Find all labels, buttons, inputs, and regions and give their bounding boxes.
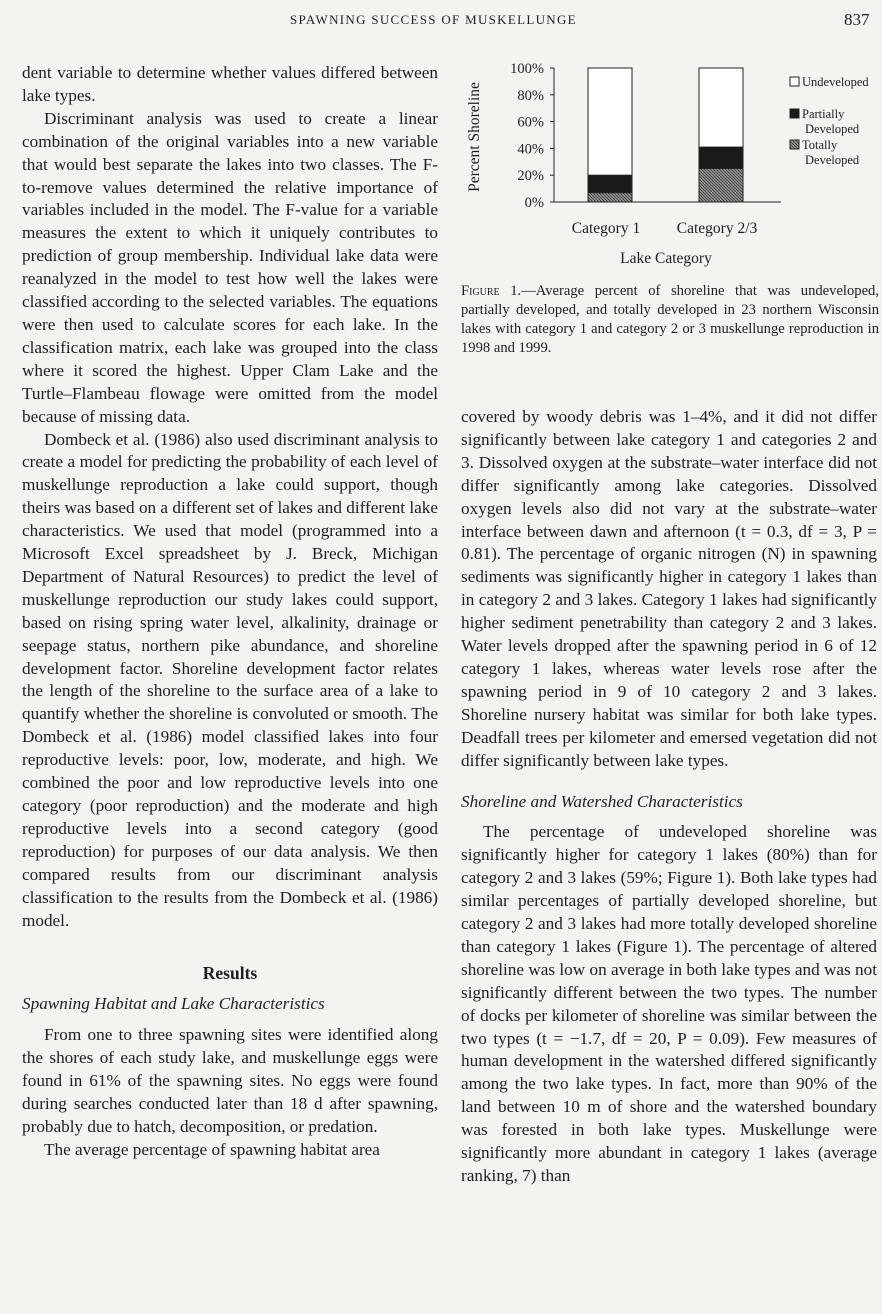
bar-segment-solid bbox=[699, 147, 743, 168]
bar-segment-open bbox=[588, 68, 632, 175]
paragraph: dent variable to determine whether values differed between lake types. bbox=[22, 63, 438, 105]
left-column bbox=[22, 62, 438, 1162]
caption-text: —Average percent of shoreline that was undeveloped, partially developed, and totally developed in 23 northern Wisconsin lakes with category 1 and category 2 or 3 muskellunge reproduction in 1998 and 1999. bbox=[461, 283, 879, 356]
legend-label: Partially bbox=[802, 107, 845, 121]
figure-caption bbox=[461, 282, 879, 358]
x-tick-label: Category 1 bbox=[571, 220, 641, 237]
subheading-spawning-habitat: Spawning Habitat and Lake Characteristics bbox=[22, 994, 325, 1014]
y-axis-title: Percent Shoreline bbox=[466, 82, 483, 192]
legend-swatch-hatched bbox=[790, 140, 799, 149]
legend-label: Undeveloped bbox=[802, 75, 869, 89]
bar-segment-solid bbox=[588, 175, 632, 192]
x-axis-title: Lake Category bbox=[620, 250, 712, 267]
y-tick-label: 60% bbox=[517, 114, 544, 131]
page-number: 837 bbox=[844, 10, 870, 29]
stacked-bar-chart bbox=[461, 58, 879, 278]
y-tick-label: 0% bbox=[524, 195, 544, 211]
legend-label: Totally bbox=[802, 138, 838, 152]
legend-swatch-solid bbox=[790, 109, 799, 118]
y-tick-label: 80% bbox=[517, 87, 544, 104]
paragraph: The average percentage of spawning habitat area bbox=[44, 1139, 380, 1159]
running-head: SPAWNING SUCCESS OF MUSKELLUNGE bbox=[290, 12, 577, 27]
paragraph: Discriminant analysis was used to create a linear combination of the original variables into a new variable that would best separate the lakes into two classes. The F-to-remove values determined the relative importance of variables included in the model. The F-value for a variable measures the extent to which it uniquely contributes to prediction of group membership. Individual lake data were reanalyzed in the model to test how well the lakes were classified according to the selected variables. The equations were then used to calculate scores for each lake. In the classification matrix, each lake was grouped into the class where it scored the highest. Upper Clam Lake and the Turtle–Flambeau flowage were omitted from the model because of missing data. bbox=[22, 108, 438, 426]
legend-label-line2: Developed bbox=[805, 153, 860, 167]
y-tick-label: 20% bbox=[517, 168, 544, 185]
paragraph: From one to three spawning sites were identified along the shores of each study lake, and muskellunge eggs were found in 61% of the spawning sites. No eggs were found during searches conducted later than 18 d after spawning, probably due to hatch, decomposition, or predation. bbox=[22, 1025, 438, 1136]
legend-swatch-open bbox=[790, 77, 799, 86]
paragraph: The percentage of undeveloped shoreline was significantly higher for category 1 lakes (80%) than for category 2 and 3 lakes (59%; Figure 1). Both lake types had similar percentages of partially developed shoreline, but category 2 and 3 lakes had more totally developed shoreline than category 1 lakes (Figure 1). The percentage of altered shoreline was low on average in both lake types and was not significantly different between the two types. The number of docks per kilometer of shoreline was similar between the two types (t = −1.7, df = 20, P = 0.09). Few measures of human development in the watershed differed significantly among the two lake types. In fact, more than 90% of the land between 10 m of shore and the watershed boundary was forested in both lake types. Muskellunge were significantly more abundant in category 1 lakes (average ranking, 7) than bbox=[461, 822, 877, 1185]
y-tick-label: 100% bbox=[510, 61, 544, 77]
x-tick-label: Category 2/3 bbox=[676, 220, 758, 237]
y-tick-label: 40% bbox=[517, 141, 544, 158]
section-heading-results: Results bbox=[202, 963, 258, 984]
paragraph: covered by woody debris was 1–4%, and it did not differ significantly between lake category 1 and categories 2 and 3. Dissolved oxygen at the substrate–water interface did not differ significantly among lake categories. Dissolved oxygen levels also did not vary at the substrate–water interface between dawn and afternoon (t = 0.3, df = 3, P = 0.81). The percentage of organic nitrogen (N) in spawning sediments was significantly higher in category 1 lakes than in category 2 and 3 lakes. Category 1 lakes had significantly higher sediment penetrability than category 2 and 3 lakes. Water levels dropped after the spawning period in 6 of 12 category 1 lakes, whereas water levels rose after the spawning period in 9 of 10 category 2 and 3 lakes. Shoreline nursery habitat was similar for both lake types. Deadfall trees per kilometer and emersed vegetation did not differ significantly between lake types. bbox=[461, 407, 877, 770]
caption-label: Figure 1. bbox=[461, 283, 522, 299]
right-column bbox=[461, 406, 877, 1188]
legend-label-line2: Developed bbox=[805, 122, 860, 136]
subheading-shoreline-watershed: Shoreline and Watershed Characteristics bbox=[461, 791, 743, 811]
bar-segment-hatched bbox=[588, 193, 632, 202]
paragraph: Dombeck et al. (1986) also used discriminant analysis to create a model for predicting the probability of each level of muskellunge reproduction a lake could support, though theirs was based on a different set of lakes and different lake characteristics. We used that model (programmed into a Microsoft Excel spreadsheet by J. Breck, Michigan Department of Natural Resources) to predict the level of muskellunge reproduction our study lakes could support, based on rising spring water level, alkalinity, drainage or seepage status, northern pike abundance, and shoreline development factor. Shoreline development factor relates the length of the shoreline to the surface area of a lake to quantify whether the shoreline is convoluted or smooth. The Dombeck et al. (1986) model classified lakes into four reproductive levels: poor, low, moderate, and high. We combined the poor and low reproductive levels into one category (poor reproduction) and the moderate and high reproductive levels into a second category (good reproduction) for purposes of our data analysis. We then compared results from our discriminant analysis classification to the results from the Dombeck et al. (1986) model. bbox=[22, 429, 439, 930]
bar-segment-hatched bbox=[699, 169, 743, 203]
page-header bbox=[0, 10, 882, 34]
bar-segment-open bbox=[699, 68, 743, 147]
